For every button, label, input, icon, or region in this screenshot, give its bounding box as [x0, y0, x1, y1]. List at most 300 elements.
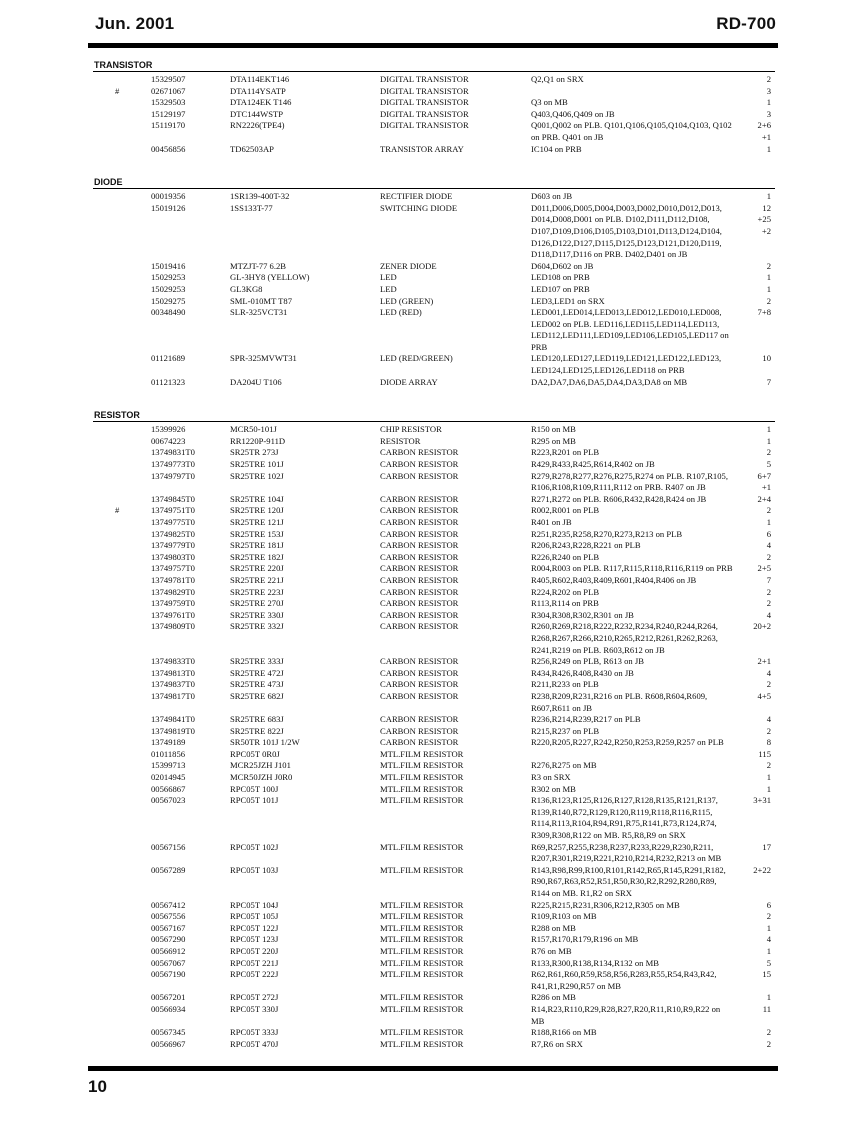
part-model: SR25TRE 104J: [230, 493, 284, 504]
part-number: 00567556: [151, 911, 186, 922]
part-model: MTZJT-77 6.2B: [230, 260, 287, 271]
part-quantity: 1: [766, 191, 771, 202]
part-location: R109,R103 on MB: [531, 911, 597, 922]
part-description: RESISTOR: [380, 435, 421, 446]
part-quantity: 10: [762, 353, 771, 364]
part-location: R76 on MB: [531, 945, 572, 956]
part-description: CARBON RESISTOR: [380, 528, 459, 539]
parts-row: [93, 587, 775, 599]
part-model: GL-3HY8 (YELLOW): [230, 272, 310, 283]
section-diode: [93, 177, 775, 388]
part-location: R401 on JB: [531, 517, 572, 527]
part-number: 13749761T0: [151, 609, 195, 620]
part-location: IC104 on PRB: [531, 143, 582, 154]
part-quantity: 17: [762, 841, 771, 852]
part-number: 13749841T0: [151, 714, 195, 725]
part-model: SR25TRE 683J: [230, 714, 284, 725]
part-model: DTC144WSTP: [230, 108, 283, 119]
parts-row: [93, 621, 775, 656]
parts-row: [93, 517, 775, 529]
part-description: MTL.FILM RESISTOR: [380, 864, 464, 875]
part-number: 00567290: [151, 934, 186, 945]
part-quantity: 2: [766, 679, 771, 690]
section-rule: [93, 71, 775, 72]
parts-row: [93, 272, 775, 284]
part-quantity: 5: [766, 459, 771, 470]
part-location: R3 on SRX: [531, 772, 571, 783]
part-location: R276,R275 on MB: [531, 760, 597, 771]
part-location: Q001,Q002 on PLB. Q101,Q106,Q105,Q104,Q103, Q102 on PRB. Q401 on JB: [531, 120, 732, 142]
part-model: SR25TRE 330J: [230, 609, 284, 620]
part-number: 00566867: [151, 783, 186, 794]
part-number: 00456856: [151, 143, 186, 154]
part-model: 1SR139-400T-32: [230, 191, 290, 202]
part-description: LED (RED/GREEN): [380, 353, 453, 364]
part-model: RPC05T 272J: [230, 992, 279, 1003]
part-description: CARBON RESISTOR: [380, 679, 459, 690]
part-description: MTL.FILM RESISTOR: [380, 1003, 464, 1014]
part-description: MTL.FILM RESISTOR: [380, 945, 464, 956]
part-location: R271,R272 on PLB. R606,R432,R428,R424 on JB: [531, 493, 707, 504]
part-description: TRANSISTOR ARRAY: [380, 143, 464, 154]
part-description: ZENER DIODE: [380, 260, 437, 271]
part-location: LED3,LED1 on SRX: [531, 295, 605, 306]
part-location: DA2,DA7,DA6,DA5,DA4,DA3,DA8 on MB: [531, 376, 688, 387]
parts-row: [93, 784, 775, 796]
part-description: MTL.FILM RESISTOR: [380, 899, 464, 910]
part-location: R238,R209,R231,R216 on PLB. R608,R604,R609, R607,R611 on JB: [531, 690, 708, 713]
part-model: RN2226(TPE4): [230, 120, 285, 131]
part-location: R295 on MB: [531, 435, 576, 446]
part-quantity: 7: [766, 376, 771, 387]
parts-row: [93, 552, 775, 564]
parts-row: [93, 598, 775, 610]
parts-row: [93, 74, 775, 86]
section-title: DIODE: [94, 177, 123, 188]
part-model: RPC05T 101J: [230, 795, 279, 806]
parts-row: [93, 563, 775, 575]
part-location: R286 on MB: [531, 992, 576, 1003]
part-quantity: 1: [766, 283, 771, 294]
part-quantity: 1: [766, 517, 771, 527]
part-quantity: 1: [766, 97, 771, 108]
part-quantity: 2: [766, 551, 771, 562]
part-quantity: 7: [766, 574, 771, 585]
part-number: 13749837T0: [151, 679, 195, 690]
part-quantity: 6: [766, 899, 771, 910]
parts-row: [93, 656, 775, 668]
parts-row: [93, 772, 775, 784]
part-model: RPC05T 333J: [230, 1027, 279, 1038]
part-location: R236,R214,R239,R217 on PLB: [531, 714, 641, 725]
part-model: MCR50JZH J0R0: [230, 772, 293, 783]
part-model: SR25TRE 120J: [230, 505, 284, 516]
part-description: CARBON RESISTOR: [380, 470, 459, 481]
part-number: 00566967: [151, 1038, 186, 1049]
part-location: R288 on MB: [531, 922, 576, 933]
part-model: RPC05T 330J: [230, 1003, 279, 1014]
part-description: DIGITAL TRANSISTOR: [380, 108, 469, 119]
part-description: CARBON RESISTOR: [380, 505, 459, 516]
part-model: 1SS133T-77: [230, 202, 273, 213]
header-date: Jun. 2001: [95, 14, 175, 33]
part-quantity: 2: [766, 1038, 771, 1049]
part-description: CARBON RESISTOR: [380, 447, 459, 458]
part-number: 13749831T0: [151, 447, 195, 458]
part-number: 00348490: [151, 307, 186, 318]
part-quantity: 5: [766, 957, 771, 968]
parts-row: [93, 1004, 775, 1027]
part-description: MTL.FILM RESISTOR: [380, 772, 464, 783]
part-description: MTL.FILM RESISTOR: [380, 957, 464, 968]
part-description: DIGITAL TRANSISTOR: [380, 97, 469, 108]
part-quantity: 1: [766, 424, 771, 435]
part-description: CARBON RESISTOR: [380, 586, 459, 597]
part-number: 02014945: [151, 772, 186, 783]
part-number: 15029253: [151, 272, 186, 283]
part-location: [531, 86, 735, 98]
part-number: 00567201: [151, 992, 186, 1003]
parts-row: [93, 203, 775, 261]
part-description: CARBON RESISTOR: [380, 609, 459, 620]
parts-row: [93, 865, 775, 900]
part-quantity: 2: [766, 725, 771, 736]
part-location: R260,R269,R218,R222,R232,R234,R240,R244,R264, R268,R267,R266,R210,R265,R212,R261,R262,R263, R241,R219 on PLB. R603,R612 on JB: [531, 621, 718, 655]
part-quantity: 3+31: [753, 795, 771, 806]
part-model: RPC05T 123J: [230, 934, 279, 945]
part-model: SR25TRE 472J: [230, 667, 284, 678]
part-location: LED108 on PRB: [531, 272, 590, 283]
part-model: SR25TR 273J: [230, 447, 279, 458]
part-quantity: 8: [766, 737, 771, 748]
part-quantity: 2: [766, 598, 771, 609]
part-number: 15329507: [151, 74, 186, 84]
part-quantity: 115: [758, 748, 771, 759]
part-model: MCR25JZH J101: [230, 760, 291, 771]
part-location: R136,R123,R125,R126,R127,R128,R135,R121,R137, R139,R140,R72,R129,R120,R119,R118,R116,R115, R114,R113,R104,R94,R91,R75,R141,R73,R124,R74, R309,R308,R122 on MB. R5,R8,R9 on SRX: [531, 795, 718, 841]
part-description: MTL.FILM RESISTOR: [380, 748, 464, 759]
part-location: R434,R426,R408,R430 on JB: [531, 667, 634, 678]
part-number: 00567289: [151, 864, 186, 875]
part-description: MTL.FILM RESISTOR: [380, 841, 464, 852]
part-description: MTL.FILM RESISTOR: [380, 760, 464, 771]
part-location: R002,R001 on PLB: [531, 505, 600, 516]
parts-row: [93, 529, 775, 541]
part-location: Q403,Q406,Q409 on JB: [531, 108, 615, 119]
part-model: TD62503AP: [230, 143, 274, 154]
part-number: 00674223: [151, 435, 186, 446]
part-description: DIGITAL TRANSISTOR: [380, 120, 469, 131]
parts-row: [93, 911, 775, 923]
part-number: 00567156: [151, 841, 186, 852]
part-model: RPC05T 102J: [230, 841, 279, 852]
parts-row: [93, 494, 775, 506]
part-model: SR25TRE 102J: [230, 470, 284, 481]
part-description: MTL.FILM RESISTOR: [380, 783, 464, 794]
part-description: CARBON RESISTOR: [380, 540, 459, 551]
part-quantity: 4+5: [757, 690, 771, 701]
part-number: 13749797T0: [151, 470, 195, 481]
part-quantity: 1: [766, 922, 771, 933]
part-location: LED107 on PRB: [531, 283, 590, 294]
part-model: SR25TRE 181J: [230, 540, 284, 551]
part-quantity: 2+6 +1: [757, 120, 771, 142]
part-quantity: 2+5: [757, 563, 771, 574]
parts-row: [93, 447, 775, 459]
section-rule: [93, 188, 775, 189]
part-quantity: 1: [766, 435, 771, 446]
parts-row: [93, 946, 775, 958]
part-location: R256,R249 on PLB, R613 on JB: [531, 656, 644, 667]
part-location: [531, 749, 735, 761]
parts-row: [93, 992, 775, 1004]
part-quantity: 2: [766, 760, 771, 771]
part-description: CARBON RESISTOR: [380, 621, 459, 632]
part-quantity: 1: [766, 772, 771, 783]
part-location: D603 on JB: [531, 191, 573, 202]
part-location: R150 on MB: [531, 424, 576, 435]
part-model: SR25TRE 333J: [230, 656, 284, 667]
part-location: R223,R201 on PLB: [531, 447, 600, 458]
part-description: CARBON RESISTOR: [380, 690, 459, 701]
part-model: DA204U T106: [230, 376, 282, 387]
part-model: RPC05T 103J: [230, 864, 279, 875]
section-rule: [93, 421, 775, 422]
part-quantity: 2: [766, 295, 771, 306]
parts-row: [93, 714, 775, 726]
part-model: SR25TRE 182J: [230, 551, 284, 562]
part-description: CARBON RESISTOR: [380, 574, 459, 585]
part-model: SLR-325VCT31: [230, 307, 288, 318]
part-number: 15019416: [151, 260, 186, 271]
part-number: 13749779T0: [151, 540, 195, 551]
part-quantity: 2+4: [757, 493, 771, 504]
parts-row: [93, 679, 775, 691]
part-quantity: 1: [766, 143, 771, 154]
part-description: CARBON RESISTOR: [380, 737, 459, 748]
part-quantity: 2: [766, 447, 771, 458]
part-location: R133,R300,R138,R134,R132 on MB: [531, 957, 659, 968]
part-description: CARBON RESISTOR: [380, 725, 459, 736]
part-number: 15029253: [151, 283, 186, 294]
part-model: RPC05T 105J: [230, 911, 279, 922]
part-location: R004,R003 on PLB. R117,R115,R118,R116,R119 on PRB: [531, 563, 733, 574]
parts-row: [93, 668, 775, 680]
part-description: DIODE ARRAY: [380, 376, 438, 387]
part-model: RPC05T 470J: [230, 1038, 279, 1049]
parts-row: [93, 120, 775, 143]
part-model: RR1220P-911D: [230, 435, 286, 446]
part-description: LED: [380, 283, 397, 294]
part-location: R226,R240 on PLB: [531, 551, 600, 562]
parts-row: [93, 261, 775, 273]
part-description: LED (RED): [380, 307, 422, 318]
part-model: SR25TRE 121J: [230, 517, 284, 527]
part-description: MTL.FILM RESISTOR: [380, 934, 464, 945]
part-location: R14,R23,R110,R29,R28,R27,R20,R11,R10,R9,R22 on MB: [531, 1003, 721, 1026]
part-quantity: 3: [766, 85, 771, 96]
part-model: SR25TRE 101J: [230, 459, 284, 470]
part-number: 00567023: [151, 795, 186, 806]
parts-row: [93, 842, 775, 865]
part-model: RPC05T 220J: [230, 945, 279, 956]
part-quantity: 20+2: [753, 621, 771, 632]
part-description: LED (GREEN): [380, 295, 434, 306]
part-model: RPC05T 104J: [230, 899, 279, 910]
parts-row: [93, 377, 775, 389]
parts-row: [93, 353, 775, 376]
part-quantity: 4: [766, 714, 771, 725]
part-number: 15029275: [151, 295, 186, 306]
parts-list: [93, 60, 775, 1072]
parts-row: [93, 969, 775, 992]
part-model: SR25TRE 332J: [230, 621, 284, 632]
part-description: MTL.FILM RESISTOR: [380, 1038, 464, 1049]
part-number: 15329503: [151, 97, 186, 108]
part-number: 13749829T0: [151, 586, 195, 597]
part-location: R251,R235,R258,R270,R273,R213 on PLB: [531, 528, 683, 539]
part-description: MTL.FILM RESISTOR: [380, 922, 464, 933]
parts-row: [93, 540, 775, 552]
part-number: 01011856: [151, 748, 186, 759]
part-location: R225,R215,R231,R306,R212,R305 on MB: [531, 899, 680, 910]
part-quantity: 2: [766, 911, 771, 922]
section-title: TRANSISTOR: [94, 60, 153, 70]
part-location: R113,R114 on PRB: [531, 598, 599, 609]
part-location: R405,R602,R403,R409,R601,R404,R406 on JB: [531, 574, 697, 585]
part-location: R279,R278,R277,R276,R275,R274 on PLB. R107,R105, R106,R108,R109,R111,R112 on PRB. R407 on JB: [531, 470, 728, 493]
part-model: SR25TRE 473J: [230, 679, 284, 690]
part-description: MTL.FILM RESISTOR: [380, 969, 464, 980]
part-quantity: 2: [766, 1027, 771, 1038]
part-model: MCR50-101J: [230, 424, 277, 435]
part-description: MTL.FILM RESISTOR: [380, 992, 464, 1003]
part-model: SR25TRE 270J: [230, 598, 284, 609]
new-part-mark: #: [115, 85, 120, 96]
part-quantity: 3: [766, 108, 771, 119]
part-model: SR25TRE 153J: [230, 528, 284, 539]
part-location: R69,R257,R255,R238,R237,R233,R229,R230,R211, R207,R301,R219,R221,R210,R214,R232,R213 on MB: [531, 841, 722, 864]
part-location: Q2,Q1 on SRX: [531, 74, 584, 84]
part-quantity: 2+1: [757, 656, 771, 667]
part-location: R304,R308,R302,R301 on JB: [531, 609, 634, 620]
part-quantity: 1: [766, 272, 771, 283]
part-quantity: 2: [766, 586, 771, 597]
parts-row: [93, 191, 775, 203]
part-location: R224,R202 on PLB: [531, 586, 600, 597]
parts-row: [93, 934, 775, 946]
part-model: RPC05T 221J: [230, 957, 279, 968]
parts-row: [93, 1039, 775, 1051]
parts-row: [93, 958, 775, 970]
parts-row: [93, 610, 775, 622]
part-number: 13749775T0: [151, 517, 195, 527]
part-number: 13749803T0: [151, 551, 195, 562]
parts-row: [93, 900, 775, 912]
part-quantity: 2: [766, 260, 771, 271]
part-location: LED001,LED014,LED013,LED012,LED010,LED008, LED002 on PLB. LED116,LED115,LED114,LED113, LED112,LED111,LED109,LED106,LED105,LED117 on PRB: [531, 307, 729, 352]
part-number: 13749781T0: [151, 574, 195, 585]
part-model: RPC05T 0R0J: [230, 748, 280, 759]
part-model: SR25TRE 822J: [230, 725, 284, 736]
part-model: RPC05T 122J: [230, 922, 279, 933]
part-location: R429,R433,R425,R614,R402 on JB: [531, 459, 655, 470]
parts-row: [93, 1027, 775, 1039]
part-number: 00567067: [151, 957, 186, 968]
part-quantity: 6+7 +1: [757, 470, 771, 493]
part-number: 01121689: [151, 353, 186, 364]
part-model: SPR-325MVWT31: [230, 353, 297, 364]
part-quantity: 1: [766, 783, 771, 794]
part-number: 00019356: [151, 191, 186, 202]
part-description: CHIP RESISTOR: [380, 424, 442, 435]
part-location: D604,D602 on JB: [531, 260, 594, 271]
part-description: CARBON RESISTOR: [380, 459, 459, 470]
part-quantity: 7+8: [757, 307, 771, 318]
parts-row: [93, 575, 775, 587]
parts-row: [93, 505, 775, 517]
part-model: DTA124EK T146: [230, 97, 292, 108]
part-model: DTA114YSATP: [230, 85, 286, 96]
part-description: CARBON RESISTOR: [380, 493, 459, 504]
part-quantity: 4: [766, 667, 771, 678]
part-description: CARBON RESISTOR: [380, 714, 459, 725]
part-quantity: 2: [766, 74, 771, 84]
parts-row: [93, 726, 775, 738]
part-number: 15399926: [151, 424, 186, 435]
part-quantity: 4: [766, 934, 771, 945]
part-model: RPC05T 100J: [230, 783, 279, 794]
part-quantity: 1: [766, 945, 771, 956]
part-number: 00566912: [151, 945, 186, 956]
part-number: 00566934: [151, 1003, 186, 1014]
part-description: CARBON RESISTOR: [380, 517, 459, 527]
part-quantity: 4: [766, 609, 771, 620]
part-model: SML-010MT T87: [230, 295, 292, 306]
part-number: 15399713: [151, 760, 186, 771]
parts-row: [93, 691, 775, 714]
part-model: SR25TRE 223J: [230, 586, 284, 597]
parts-row: [93, 424, 775, 436]
part-location: R188,R166 on MB: [531, 1027, 597, 1038]
part-model: SR25TRE 682J: [230, 690, 284, 701]
part-number: 00567345: [151, 1027, 186, 1038]
part-location: R206,R243,R228,R221 on PLB: [531, 540, 641, 551]
parts-row: [93, 86, 775, 98]
part-model: RPC05T 222J: [230, 969, 279, 980]
part-location: LED120,LED127,LED119,LED121,LED122,LED123, LED124,LED125,LED126,LED118 on PRB: [531, 353, 722, 376]
part-number: 13749825T0: [151, 528, 195, 539]
parts-row: [93, 760, 775, 772]
part-description: DIGITAL TRANSISTOR: [380, 85, 469, 96]
part-description: DIGITAL TRANSISTOR: [380, 74, 469, 84]
part-quantity: 6: [766, 528, 771, 539]
new-part-mark: #: [115, 505, 120, 516]
part-location: D011,D006,D005,D004,D003,D002,D010,D012,D013, D014,D008,D001 on PLB. D102,D111,D112,D108, D107,D109,D106,D105,D103,D101,D113,D124,D104, D126,D122,D127,D115,D125,D123,D121,D120,D119, D118,D117,D116 on PRB. D402,D401 on JB: [531, 202, 722, 260]
part-description: CARBON RESISTOR: [380, 563, 459, 574]
part-description: CARBON RESISTOR: [380, 656, 459, 667]
part-number: 13749759T0: [151, 598, 195, 609]
part-description: LED: [380, 272, 397, 283]
part-number: 13749833T0: [151, 656, 195, 667]
part-number: 13749809T0: [151, 621, 195, 632]
part-number: 13749819T0: [151, 725, 195, 736]
part-quantity: 15: [762, 969, 771, 980]
part-description: CARBON RESISTOR: [380, 667, 459, 678]
part-number: 00567190: [151, 969, 186, 980]
parts-row: [93, 737, 775, 749]
part-number: 15019126: [151, 202, 186, 213]
